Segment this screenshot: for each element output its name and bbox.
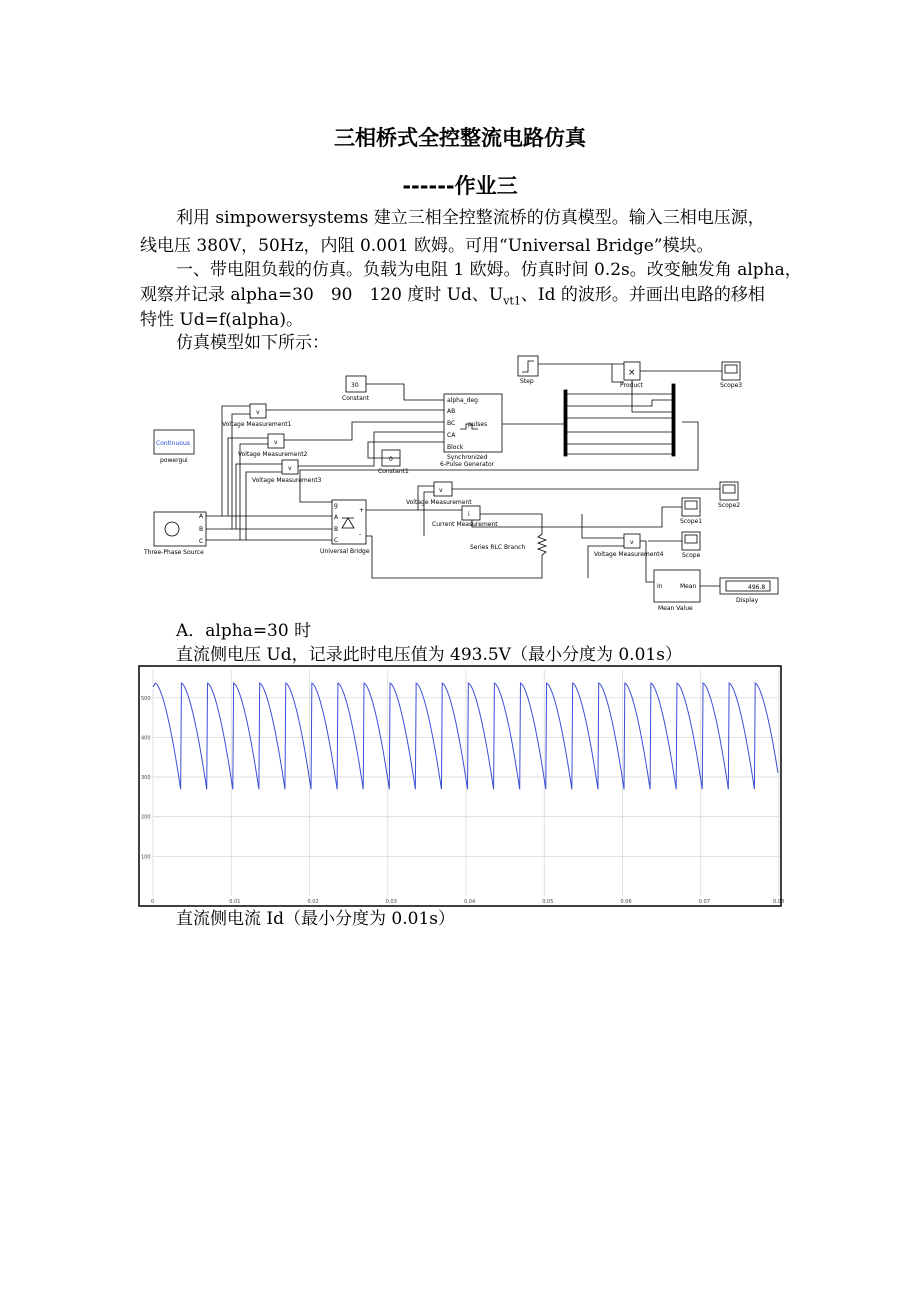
vm1-label: Voltage Measurement1 bbox=[222, 421, 292, 428]
y-tick-label: 200 bbox=[141, 814, 151, 821]
current-measurement-block bbox=[462, 506, 480, 520]
vm2-label: Voltage Measurement2 bbox=[238, 451, 308, 458]
mux-bar bbox=[672, 384, 675, 456]
x-tick-label: 0.01 bbox=[229, 899, 241, 905]
ca-port: CA bbox=[447, 432, 456, 439]
constant1-value: 0 bbox=[389, 456, 393, 463]
para2-line1: 一、带电阻负载的仿真。负载为电阻 1 欧姆。仿真时间 0.2s。改变触发角 alpha， bbox=[176, 260, 802, 280]
x-tick-label: 0.05 bbox=[542, 899, 554, 905]
y-tick-label: 500 bbox=[141, 695, 151, 702]
pulse-generator-label-1: Synchronized bbox=[447, 454, 488, 461]
three-phase-source-label: Three-Phase Source bbox=[144, 549, 204, 556]
vm-label: Voltage Measurement bbox=[406, 499, 472, 506]
scope-label: Scope bbox=[682, 552, 701, 559]
voltage-measurement-block bbox=[434, 482, 452, 496]
para2-line2-pre: 观察并记录 alpha=30 90 120 度时 Ud、U bbox=[140, 285, 504, 305]
page-subtitle: ------作业三 bbox=[402, 174, 518, 198]
powergui-label: powergui bbox=[160, 457, 188, 464]
ud-caption: 直流侧电压 Ud，记录此时电压值为 493.5V（最小分度为 0.01s） bbox=[176, 645, 682, 665]
pulse-generator-label-2: 6-Pulse Generator bbox=[440, 461, 495, 468]
rlc-label: Series RLC Branch bbox=[470, 544, 526, 551]
step-label: Step bbox=[520, 378, 534, 385]
vm4-symbol: v bbox=[630, 539, 634, 546]
cm-symbol: i bbox=[468, 511, 470, 518]
para2-line2-post: 、Id 的波形。并画出电路的移相 bbox=[520, 285, 765, 305]
id-caption: 直流侧电流 Id（最小分度为 0.01s） bbox=[176, 909, 455, 929]
bridge-port-plus: + bbox=[359, 507, 365, 514]
x-tick-label: 0.04 bbox=[464, 899, 476, 905]
x-tick-label: 0.07 bbox=[698, 899, 710, 905]
source-port-c: C bbox=[199, 538, 204, 545]
block-port: Block bbox=[447, 444, 464, 451]
section-a-heading: A．alpha=30 时 bbox=[176, 621, 312, 641]
display-value: 496.8 bbox=[748, 584, 766, 591]
chart-frame bbox=[139, 666, 781, 906]
y-tick-label: 100 bbox=[141, 854, 151, 861]
vm3-symbol: v bbox=[288, 465, 292, 472]
x-tick-label: 0.08 bbox=[773, 899, 785, 905]
para1-line1: 利用 simpowersystems 建立三相全控整流桥的仿真模型。输入三相电压源， bbox=[176, 208, 765, 228]
bridge-port-g: g bbox=[334, 502, 338, 509]
y-tick-label: 300 bbox=[141, 775, 151, 782]
current-measurement-label: Current Measurement bbox=[432, 521, 498, 528]
scope2-label: Scope2 bbox=[718, 502, 741, 509]
alpha-deg-port: alpha_deg bbox=[447, 397, 478, 404]
product-label: Product bbox=[620, 382, 643, 389]
bridge-port-b: B bbox=[334, 526, 339, 533]
x-tick-label: 0.06 bbox=[620, 899, 632, 905]
bridge-port-minus: - bbox=[359, 531, 362, 538]
vm3-label: Voltage Measurement3 bbox=[252, 477, 322, 484]
vm4-label: Voltage Measurement4 bbox=[594, 551, 664, 558]
vm-symbol: v bbox=[439, 487, 443, 494]
ud-waveform-chart bbox=[139, 666, 785, 906]
x-tick-label: 0 bbox=[151, 899, 155, 905]
source-port-a: A bbox=[199, 513, 204, 520]
powergui-block-text: Continuous bbox=[156, 440, 190, 447]
product-symbol: × bbox=[628, 368, 636, 378]
bridge-port-c: C bbox=[334, 537, 339, 544]
para2-line3: 特性 Ud=f(alpha)。 bbox=[140, 310, 303, 330]
demux-bar bbox=[564, 390, 567, 456]
bc-port: BC bbox=[447, 420, 456, 427]
constant-label: Constant bbox=[342, 395, 369, 402]
scope3-label: Scope3 bbox=[720, 382, 743, 389]
page-title: 三相桥式全控整流电路仿真 bbox=[334, 126, 586, 150]
mean-out-port: Mean bbox=[680, 583, 697, 590]
source-port-b: B bbox=[199, 526, 204, 533]
x-tick-label: 0.02 bbox=[307, 899, 319, 905]
mean-value-label: Mean Value bbox=[658, 605, 693, 612]
vm2-symbol: v bbox=[274, 439, 278, 446]
vm1-symbol: v bbox=[256, 409, 260, 416]
pulses-port: pulses bbox=[468, 421, 488, 428]
mean-in-port: In bbox=[657, 583, 663, 590]
bridge-port-a: A bbox=[334, 514, 339, 521]
x-tick-label: 0.03 bbox=[385, 899, 397, 905]
universal-bridge-label: Universal Bridge bbox=[320, 548, 370, 555]
uvt1-subscript: vt1 bbox=[503, 294, 521, 308]
para1-line2: 线电压 380V，50Hz，内阻 0.001 欧姆。可用“Universal Bridge”模块。 bbox=[140, 236, 714, 256]
display-label: Display bbox=[736, 597, 759, 604]
rlc-resistor bbox=[538, 522, 546, 572]
ab-port: AB bbox=[447, 408, 456, 415]
constant1-label: Constant1 bbox=[378, 468, 409, 475]
y-tick-label: 400 bbox=[141, 735, 151, 742]
para3: 仿真模型如下所示： bbox=[176, 333, 329, 353]
scope1-label: Scope1 bbox=[680, 518, 703, 525]
simulation-model-diagram bbox=[142, 352, 782, 612]
constant-value: 30 bbox=[351, 382, 359, 389]
